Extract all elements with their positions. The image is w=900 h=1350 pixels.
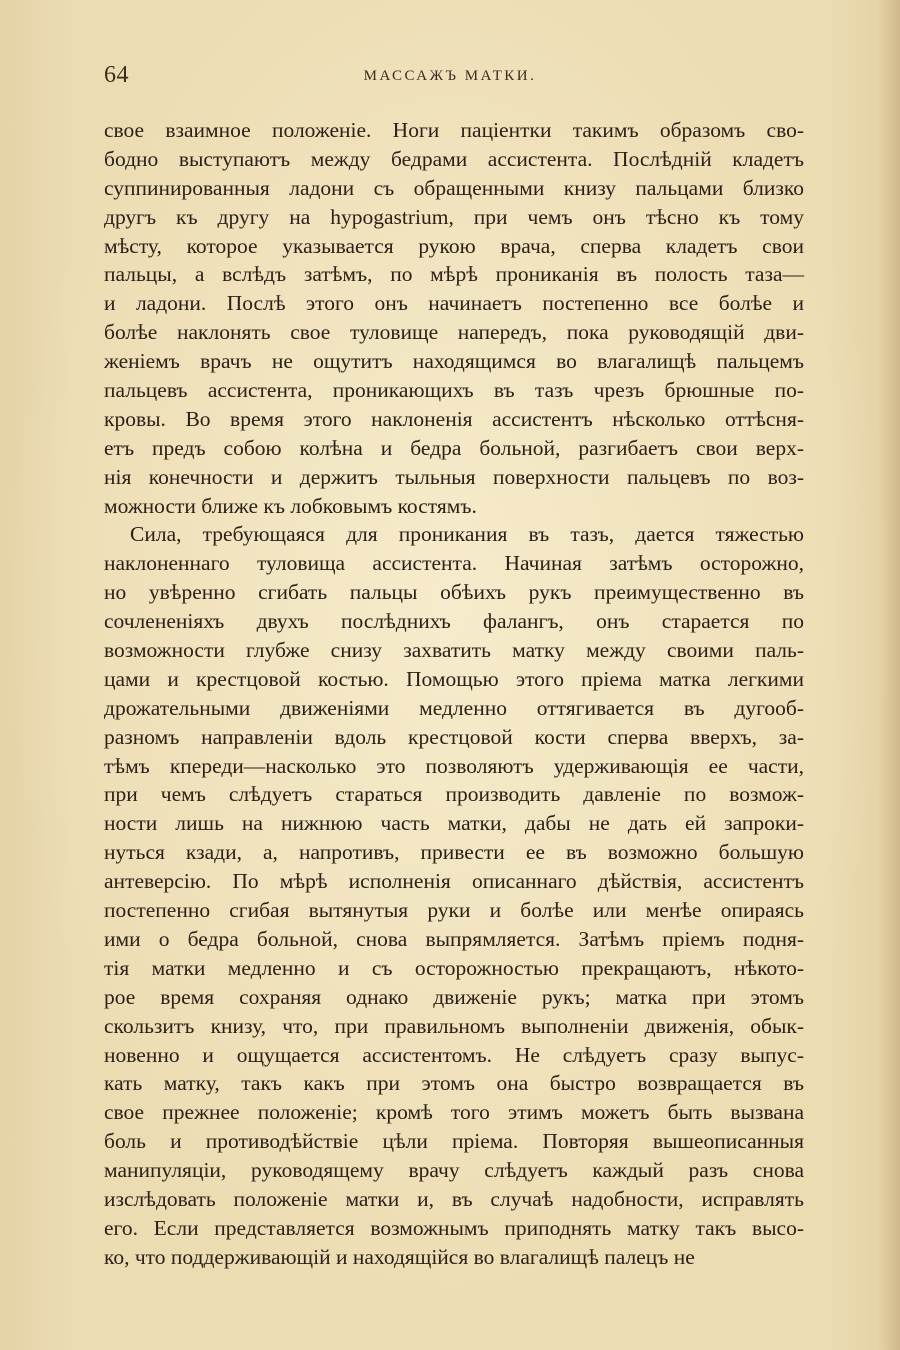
text-line: цами и крестцовой костью. Помощью этого пріема матка легкими [104,666,804,691]
page-number: 64 [104,62,129,88]
text-line: тія матки медленно и съ осторожностью прекращаютъ, нѣкото- [104,955,804,980]
text-line: кровы. Во время этого наклоненія ассистентъ нѣсколько оттѣсня- [104,406,804,431]
running-title: МАССАЖЪ МАТКИ. [363,68,537,84]
text-line: суппинированныя ладони съ обращенными книзу пальцами близко [104,175,804,200]
text-line: болѣе наклонять свое туловище напередъ, пока руководящій дви- [104,320,804,345]
text-line: можности ближе къ лобковымъ костямъ. [104,493,477,518]
body-text [104,116,804,1272]
text-line: тѣмъ кпереди—насколько это позволяютъ удерживающія ее части, [104,753,804,778]
text-line: бодно выступаютъ между бедрами ассистента. Послѣдній кладетъ [104,146,804,171]
text-line: Сила, требующаяся для проникания въ тазъ, дается тяжестью [130,522,804,547]
text-line: ности лишь на нижнюю часть матки, дабы не дать ей запроки- [104,811,804,836]
text-line: ко, что поддерживающій и находящійся во влагалищѣ палецъ не [104,1244,695,1269]
text-line: рое время сохраняя однако движеніе рукъ; матка при этомъ [104,984,804,1009]
text-line: антеверсію. По мѣрѣ исполненія описаннаго дѣйствія, ассистентъ [104,869,804,894]
text-line: разномъ направленіи вдоль крестцовой кости сперва вверхъ, за- [104,724,804,749]
text-line: и ладони. Послѣ этого онъ начинаетъ постепенно все болѣе и [104,291,804,316]
page-edge-shadow [878,0,900,1350]
paragraph [104,520,804,1271]
text-line: женіемъ врачъ не ощутитъ находящимся во влагалищѣ пальцемъ [104,349,804,374]
text-line: его. Если представляется возможнымъ приподнять матку такъ высо- [104,1215,804,1240]
text-line: свое взаимное положеніе. Ноги паціентки такимъ образомъ сво- [104,118,804,142]
text-line: нія конечности и держитъ тыльныя поверхности пальцевъ по воз- [104,464,804,489]
text-line: манипуляціи, руководящему врачу слѣдуетъ каждый разъ снова [104,1158,804,1183]
text-line: постепенно сгибая вытянутыя руки и болѣе или менѣе опираясь [104,898,804,923]
paragraph [104,116,804,520]
text-line: скользитъ книзу, что, при правильномъ выполненіи движенія, обык- [104,1013,804,1038]
text-line: при чемъ слѣдуетъ стараться производить давленіе по возмож- [104,782,804,807]
text-line: дрожательными движеніями медленно оттягивается въ дугооб- [104,695,804,720]
text-line: ими о бедра больной, снова выпрямляется. Затѣмъ пріемъ подня- [104,926,804,951]
text-line: сочлененіяхъ двухъ послѣднихъ фалангъ, онъ старается по [104,609,804,634]
text-line: кать матку, такъ какъ при этомъ она быстро возвращается въ [104,1071,804,1096]
text-line: новенно и ощущается ассистентомъ. Не слѣдуетъ сразу выпус- [104,1042,804,1067]
text-line: пальцы, а вслѣдъ затѣмъ, по мѣрѣ прониканія въ полость таза— [104,262,804,287]
text-line: другъ къ другу на hypogastrium, при чемъ онъ тѣсно къ тому [104,204,804,229]
text-line: нуться кзади, а, напротивъ, привести ее въ возможно большую [104,840,804,865]
text-line: возможности глубже снизу захватить матку между своими паль- [104,638,804,663]
text-line: пальцевъ ассистента, проникающихъ въ тазъ чрезъ брюшные по- [104,378,804,403]
text-line: етъ предъ собою колѣна и бедра больной, разгибаетъ свои верх- [104,435,804,460]
text-line: боль и противодѣйствіе цѣли пріема. Повторяя вышеописанныя [104,1129,804,1154]
text-line: свое прежнее положеніе; кромѣ того этимъ можетъ быть вызвана [104,1100,804,1125]
text-line: мѣсту, которое указывается рукою врача, сперва кладетъ свои [104,233,804,258]
text-line: наклоненнаго туловища ассистента. Начиная затѣмъ осторожно, [104,551,804,576]
text-line: но увѣренно сгибать пальцы обѣихъ рукъ преимущественно въ [104,580,804,605]
text-line: изслѣдовать положеніе матки и, въ случаѣ надобности, исправлять [104,1186,804,1211]
